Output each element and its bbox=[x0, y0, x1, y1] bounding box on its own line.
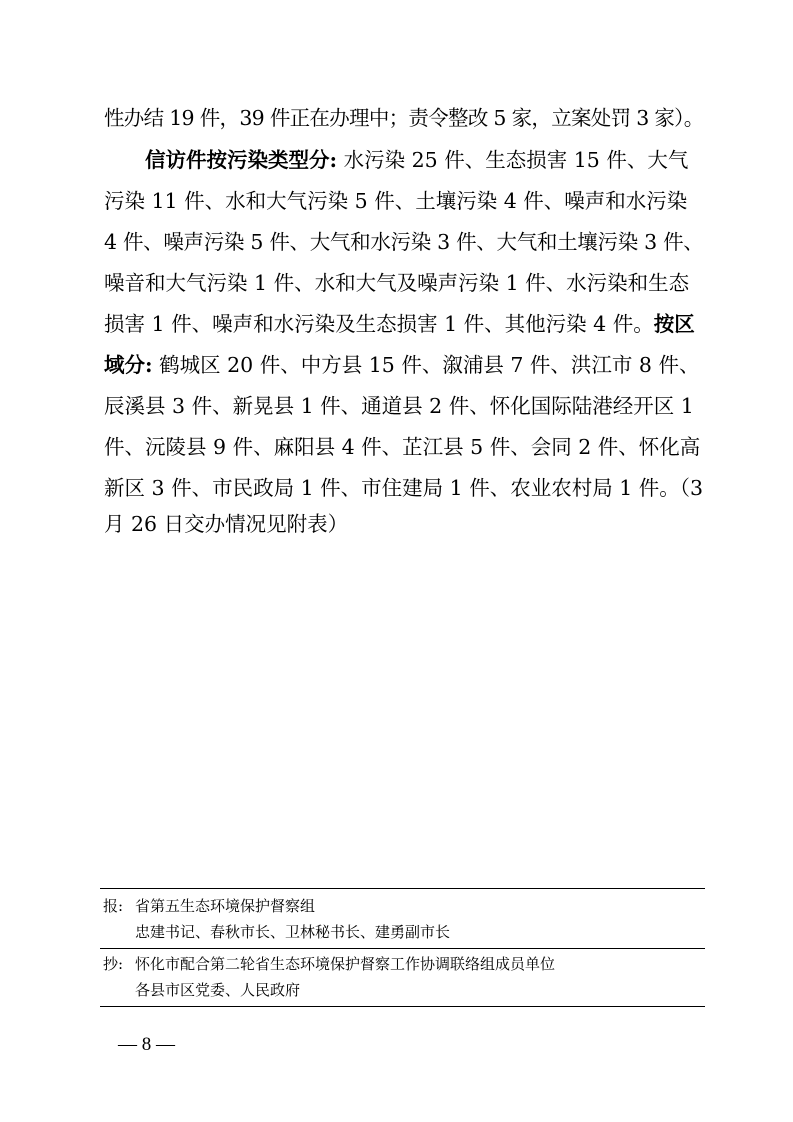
body-line-6 bbox=[104, 309, 704, 339]
copy-recipients-2: 各县市区党委、人民政府 bbox=[135, 981, 301, 999]
body-line-10: 新区 3 件、市民政局 1 件、市住建局 1 件、农业农村局 1 件。（3 bbox=[104, 476, 704, 500]
footer-middle-divider bbox=[100, 948, 705, 949]
body-line-11: 月 26 日交办情况见附表） bbox=[104, 512, 349, 536]
body-line-5: 噪音和大气污染 1 件、水和大气及噪声污染 1 件、水污染和生态 bbox=[104, 271, 690, 295]
copy-label: 抄: bbox=[103, 955, 124, 973]
report-recipients-2: 忠建书记、春秋市长、卫林秘书长、建勇副市长 bbox=[135, 923, 451, 941]
footer-top-divider bbox=[100, 888, 705, 889]
report-recipients-1: 省第五生态环境保护督察组 bbox=[135, 897, 316, 915]
body-line-2 bbox=[145, 145, 704, 175]
body-line-7 bbox=[104, 350, 704, 380]
page-number: — 8 — bbox=[118, 1034, 175, 1055]
pollution-type-heading: 信访件按污染类型分: bbox=[145, 148, 338, 172]
region-text: 鹤城区 20 件、中方县 15 件、溆浦县 7 件、洪江市 8 件、 bbox=[152, 353, 700, 377]
region-heading-start: 按区 bbox=[653, 312, 695, 336]
body-line-8: 辰溪县 3 件、新晃县 1 件、通道县 2 件、怀化国际陆港经开区 1 bbox=[104, 394, 694, 418]
region-heading-end: 域分: bbox=[104, 353, 153, 377]
body-line-1: 性办结 19 件，39 件正在办理中；责令整改 5 家，立案处罚 3 家）。 bbox=[104, 106, 704, 130]
footer-bottom-divider bbox=[100, 1006, 705, 1007]
pollution-type-text: 水污染 25 件、生态损害 15 件、大气 bbox=[337, 148, 689, 172]
body-line-3: 污染 11 件、水和大气污染 5 件、土壤污染 4 件、噪声和水污染 bbox=[104, 189, 688, 213]
report-label: 报: bbox=[103, 897, 124, 915]
body-line-9: 件、沅陵县 9 件、麻阳县 4 件、芷江县 5 件、会同 2 件、怀化高 bbox=[104, 435, 701, 459]
copy-recipients-1: 怀化市配合第二轮省生态环境保护督察工作协调联络组成员单位 bbox=[135, 955, 556, 973]
body-line-4: 4 件、噪声污染 5 件、大气和水污染 3 件、大气和土壤污染 3 件、 bbox=[104, 230, 704, 254]
pollution-type-text-end: 损害 1 件、噪声和水污染及生态损害 1 件、其他污染 4 件。 bbox=[104, 312, 654, 336]
